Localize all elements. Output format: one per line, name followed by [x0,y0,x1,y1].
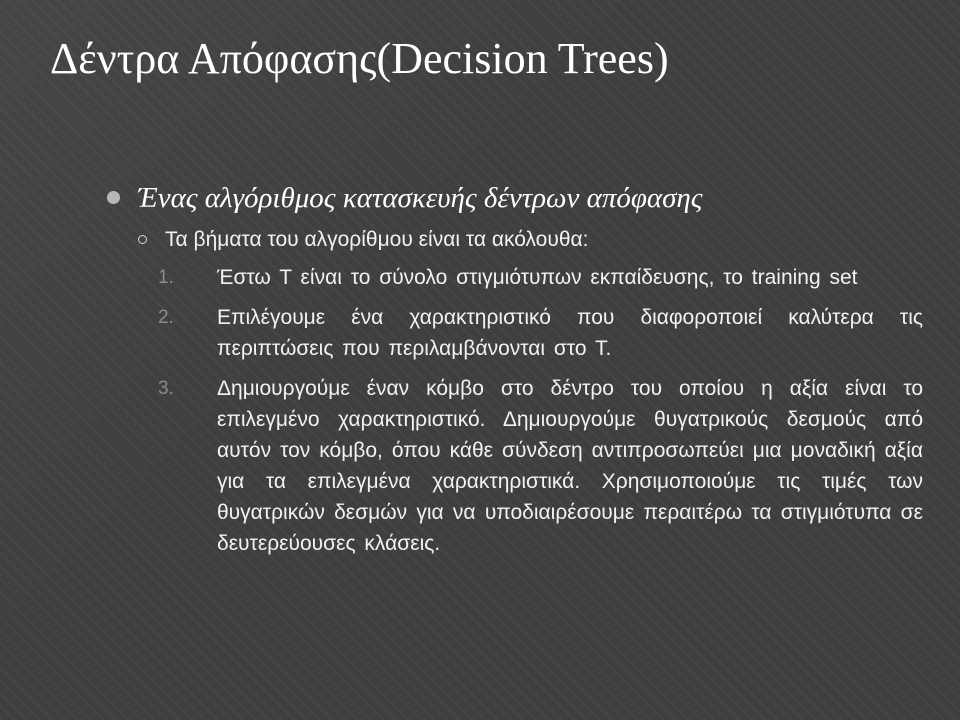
step-text: Επιλέγουμε ένα χαρακτηριστικό που διαφοροποιεί καλύτερα τις περιπτώσεις που περιλαμβάνονται στο Τ. [217,306,923,360]
intro-bullet [138,225,928,257]
heading-text: Ένας αλγόριθμος κατασκευής δέντρων απόφασης [138,182,703,214]
steps-list [150,262,923,568]
intro-text: Τα βήματα του αλγορίθμου είναι τα ακόλουθα: [165,228,589,251]
heading-bullet [107,178,927,218]
step-number: 3. [158,378,174,399]
filled-circle-bullet-icon [107,191,120,204]
step-item-3 [150,373,923,559]
step-item-1 [150,262,923,293]
step-item-2 [150,302,923,364]
step-text: Δημιουργούμε έναν κόμβο στο δέντρο του οποίου η αξία είναι το επιλεγμένο χαρακτηριστικό. Δημιουργούμε θυγατρικούς δεσμούς από αυτόν τον κόμβο, όπου κάθε σύνδεση αντιπροσωπεύει μια μοναδική αξία για τα επιλεγμένα χαρακτηριστικά. Χρησιμοποιούμε τις τιμές των θυγατρικών δεσμών για να υποδιαιρέσουμε περαιτέρω τα στιγμιότυπα σε δευτερεύουσες κλάσεις. [217,377,923,555]
hollow-circle-bullet-icon [138,235,147,244]
step-text: Έστω Τ είναι το σύνολο στιγμιότυπων εκπαίδευσης, το training set [217,266,858,289]
step-number: 1. [158,267,174,288]
step-number: 2. [158,307,174,328]
slide-title: Δέντρα Απόφασης(Decision Trees) [50,34,669,83]
